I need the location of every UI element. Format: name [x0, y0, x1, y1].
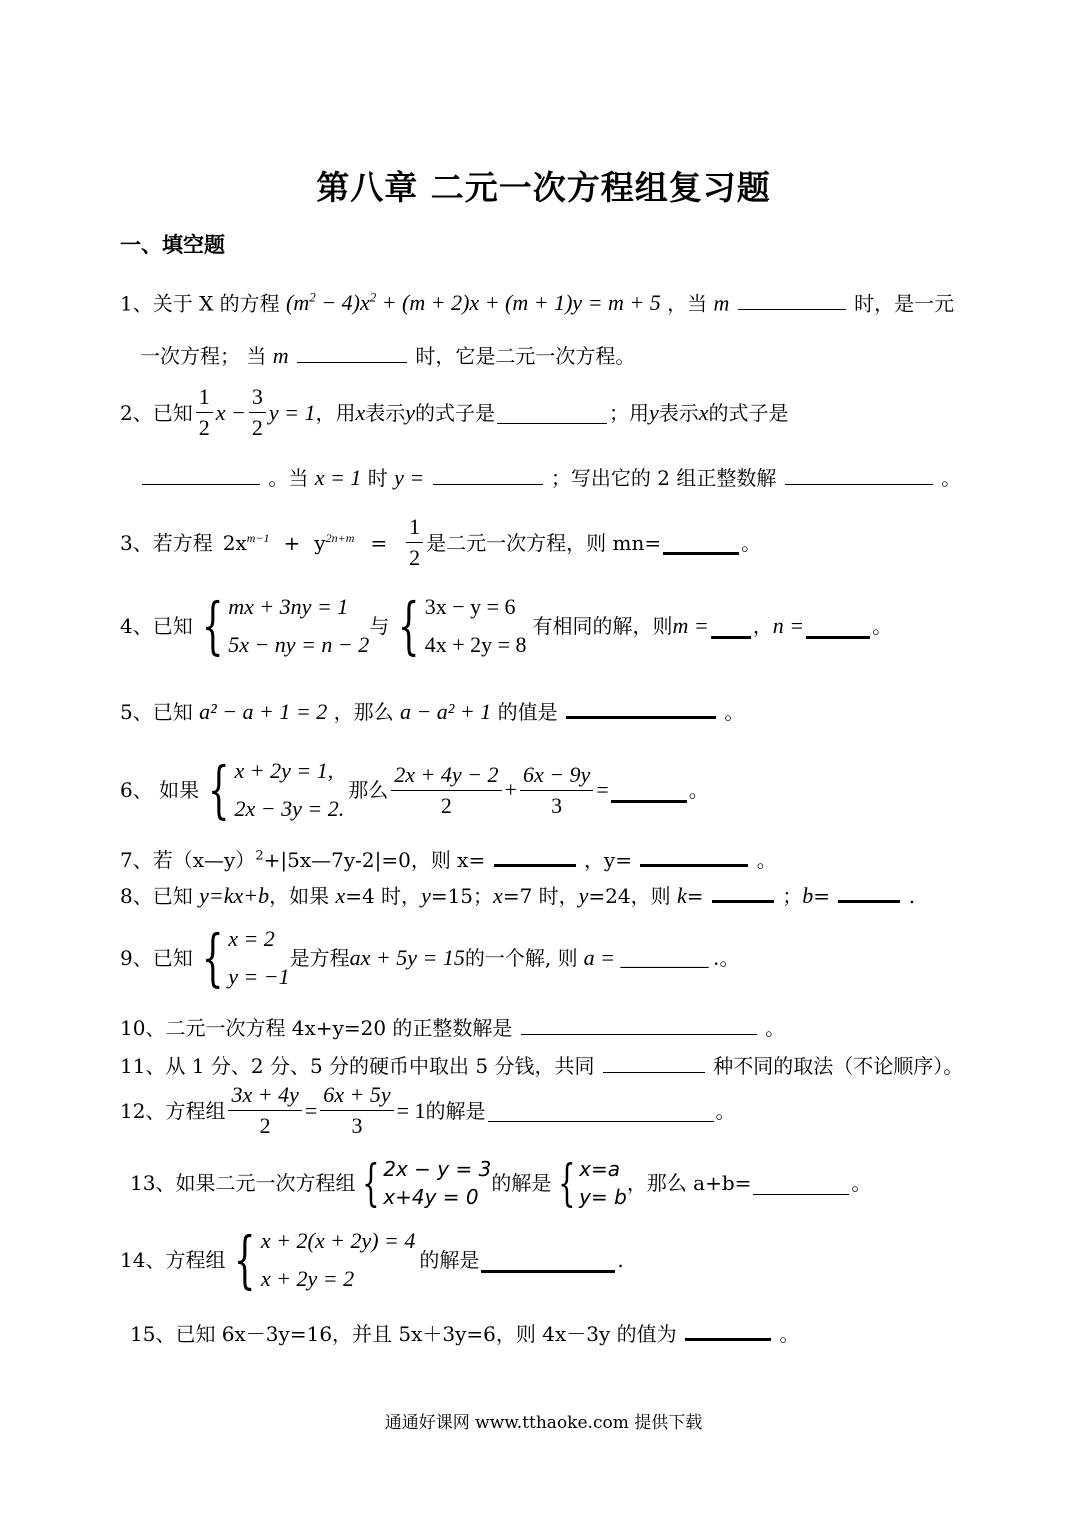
q3-label: 3、若方程: [120, 530, 213, 555]
q5-label: 5、已知: [120, 700, 193, 724]
answer-blank[interactable]: [566, 694, 716, 719]
fraction: $\frac{1}{2}$: [196, 382, 213, 443]
question-6: 6、 如果 { x + 2y = 1, 2x − 3y = 2. 那么 $\frac{2x + 4y - 2}{2}$ + $\frac{6x - 9y}{3}$ = 。: [120, 753, 709, 826]
answer-blank[interactable]: [521, 1012, 757, 1035]
q13-label: 13、如果二元一次方程组: [130, 1171, 356, 1195]
equation-system: { x = 2 y = −1: [201, 921, 290, 994]
fraction: $\frac{1}{2}$: [406, 512, 423, 573]
answer-blank[interactable]: [785, 462, 933, 485]
equation-system: { 2x − y = 3 x+4y = 0: [362, 1154, 492, 1212]
q6-label: 6、 如果: [120, 778, 200, 802]
answer-blank[interactable]: [738, 287, 846, 310]
section-heading: 一、填空题: [120, 233, 225, 257]
question-8: 8、已知 y=kx+b，如果 x=4 时，y=15；x=7 时，y=24，则 k= ；b= .: [120, 878, 915, 910]
question-3: 3、若方程 2x $^{m-1}$ + y $^{2n+m}$ = $\frac{1}{2}$ 是二元一次方程，则 mn= 。: [120, 512, 761, 573]
answer-blank[interactable]: [711, 614, 751, 639]
fraction: $\frac{6x + 5y}{3}$: [320, 1080, 393, 1141]
fraction: $\frac{2x + 4y - 2}{2}$: [391, 760, 501, 821]
answer-blank[interactable]: [297, 340, 407, 363]
answer-blank[interactable]: [663, 530, 739, 555]
equation-system: { x=a y= b: [558, 1154, 627, 1212]
question-2-line-2: 。当 x = 1 时 y = ；写出它的 2 组正整数解 。: [140, 462, 961, 492]
q4-label: 4、已知: [120, 614, 193, 638]
question-1-line-2: 一次方程； 当 m 时，它是二元一次方程。: [140, 340, 635, 370]
question-7: 7、若（x—y）$^2$+|5x—7y-2|=0，则 x= ，y= 。: [120, 842, 777, 874]
q2-label: 2、已知: [120, 400, 193, 425]
q1-equation: $(m^2 - 4)x^2 + (m + 2)x + (m + 1)y = m + 5$: [286, 290, 661, 316]
answer-blank[interactable]: [806, 614, 870, 639]
page-title: 第八章 二元一次方程组复习题: [316, 168, 771, 207]
question-15: 15、已知 6x－3y=16，并且 5x＋3y=6，则 4x－3y 的值为 。: [130, 1316, 799, 1348]
footer-credit: 通通好课网 www.tthaoke.com 提供下载: [384, 1413, 703, 1433]
answer-blank[interactable]: [838, 878, 900, 903]
answer-blank[interactable]: [685, 1316, 771, 1341]
question-14: 14、方程组 { x + 2(x + 2y) = 4 x + 2y = 2 的解是 .: [120, 1223, 624, 1296]
fraction: $\frac{3}{2}$: [249, 382, 266, 443]
answer-blank[interactable]: [640, 842, 748, 867]
question-11: 11、从 1 分、2 分、5 分的硬币中取出 5 分钱，共同 种不同的取法（不论顺序）。: [120, 1050, 963, 1080]
question-4: 4、已知 { mx + 3ny = 1 5x − ny = n − 2 与 { 3x − y = 6 4x + 2y = 8 有相同的解，则 m = ， n = 。: [120, 589, 893, 662]
answer-blank[interactable]: [488, 1099, 714, 1122]
equation-system: { x + 2(x + 2y) = 4 x + 2y = 2: [234, 1223, 416, 1296]
q9-label: 9、已知: [120, 946, 193, 970]
q14-label: 14、方程组: [120, 1248, 226, 1272]
answer-blank[interactable]: [753, 1172, 849, 1195]
answer-blank[interactable]: a = ________ .: [583, 945, 720, 970]
equation-system: { 3x − y = 6 4x + 2y = 8: [398, 589, 527, 662]
question-10: 10、二元一次方程 4x+y=20 的正整数解是 。: [120, 1012, 785, 1042]
answer-blank[interactable]: [142, 462, 260, 485]
q1-label: 1、关于 X 的方程: [120, 291, 280, 316]
equation-system: { x + 2y = 1, 2x − 3y = 2.: [207, 753, 345, 826]
answer-blank[interactable]: [712, 878, 774, 903]
question-12: 12、方程组 $\frac{3x + 4y}{2}$ = $\frac{6x + 5y}{3}$ = 1 的解是 。: [120, 1080, 736, 1141]
answer-blank[interactable]: [497, 401, 607, 424]
equation-system: { mx + 3ny = 1 5x − ny = n − 2: [201, 589, 370, 662]
answer-blank[interactable]: [494, 842, 576, 867]
fraction: $\frac{3x + 4y}{2}$: [228, 1080, 301, 1141]
question-5: 5、已知 a² − a + 1 = 2 ，那么 a − a² + 1 的值是 。: [120, 694, 744, 726]
answer-blank[interactable]: [481, 1248, 615, 1273]
question-2-line-1: 2、已知 $\frac{1}{2}$ x − $\frac{3}{2}$ y = 1 ，用 x 表示 y 的式子是 ；用 y 表示 x 的式子是: [120, 382, 789, 443]
answer-blank[interactable]: [433, 462, 543, 485]
question-9: 9、已知 { x = 2 y = −1 是方程 ax + 5y = 15 的一个解, 则 a = ________ . 。: [120, 921, 740, 994]
answer-blank[interactable]: [611, 778, 687, 803]
answer-blank[interactable]: [603, 1050, 705, 1073]
fraction: $\frac{6x - 9y}{3}$: [520, 760, 593, 821]
question-1-line-1: 1、关于 X 的方程 $(m^2 - 4)x^2 + (m + 2)x + (m + 1)y = m + 5$ ，当 m 时，是一元: [120, 284, 954, 317]
q12-label: 12、方程组: [120, 1098, 226, 1123]
question-13: 13、如果二元一次方程组 { 2x − y = 3 x+4y = 0 的解是 { x=a y= b ，那么 a+b= 。: [130, 1154, 872, 1212]
